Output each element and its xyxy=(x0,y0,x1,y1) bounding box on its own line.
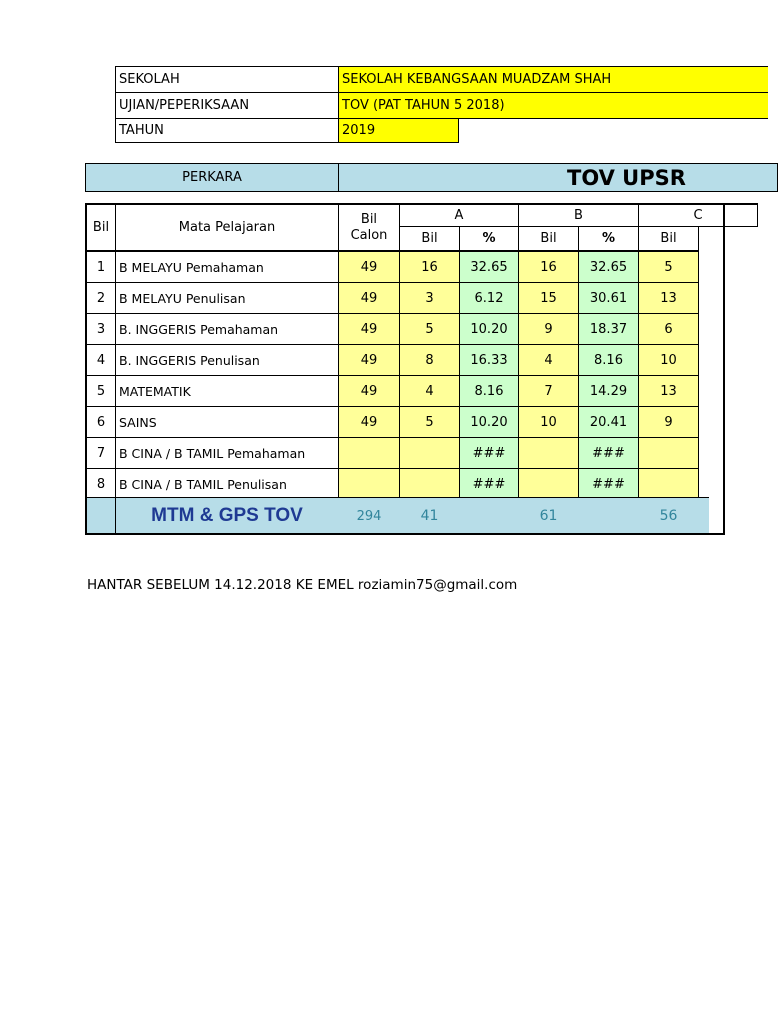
row-b-bil: 9 xyxy=(518,313,579,345)
row-calon: 49 xyxy=(338,344,400,376)
row-a-bil xyxy=(399,468,460,500)
row-b-pct: 18.37 xyxy=(578,313,639,345)
row-calon: 49 xyxy=(338,406,400,438)
row-a-pct: 32.65 xyxy=(459,251,519,283)
sekolah-label: SEKOLAH xyxy=(115,66,339,93)
row-b-pct: 30.61 xyxy=(578,282,639,314)
row-c-bil: 13 xyxy=(638,375,699,407)
row-calon: 49 xyxy=(338,313,400,345)
row-subject: B. INGGERIS Penulisan xyxy=(115,344,339,376)
row-c-bil: 10 xyxy=(638,344,699,376)
tahun-label: TAHUN xyxy=(115,118,339,143)
header-bil: Bil xyxy=(85,203,116,251)
ujian-value: TOV (PAT TAHUN 5 2018) xyxy=(338,92,768,119)
row-a-pct: 8.16 xyxy=(459,375,519,407)
header-b-bil: Bil xyxy=(518,226,579,251)
row-subject: B CINA / B TAMIL Penulisan xyxy=(115,468,339,500)
row-calon xyxy=(338,437,400,469)
perkara-label: PERKARA xyxy=(85,163,339,192)
row-subject: B. INGGERIS Pemahaman xyxy=(115,313,339,345)
row-number: 8 xyxy=(85,468,116,500)
row-b-pct: 14.29 xyxy=(578,375,639,407)
header-a-bil: Bil xyxy=(399,226,460,251)
row-number: 5 xyxy=(85,375,116,407)
row-c-bil xyxy=(638,437,699,469)
row-calon: 49 xyxy=(338,251,400,283)
row-calon: 49 xyxy=(338,282,400,314)
row-a-pct: ### xyxy=(459,437,519,469)
row-subject: B MELAYU Pemahaman xyxy=(115,251,339,283)
row-c-bil: 9 xyxy=(638,406,699,438)
header-grade-b: B xyxy=(518,203,639,227)
row-number: 1 xyxy=(85,251,116,283)
row-b-bil xyxy=(518,468,579,500)
row-a-pct: ### xyxy=(459,468,519,500)
row-a-bil: 16 xyxy=(399,251,460,283)
footer-b-bil: 61 xyxy=(539,508,558,524)
row-a-bil: 5 xyxy=(399,406,460,438)
row-b-bil: 4 xyxy=(518,344,579,376)
row-subject: MATEMATIK xyxy=(115,375,339,407)
footer-blank xyxy=(85,497,116,535)
row-c-bil xyxy=(638,468,699,500)
header-mata-pelajaran: Mata Pelajaran xyxy=(115,203,339,251)
row-a-pct: 16.33 xyxy=(459,344,519,376)
header-grade-c: C xyxy=(638,203,758,227)
row-subject: SAINS xyxy=(115,406,339,438)
footer-a-bil: 41 xyxy=(420,508,439,524)
row-b-pct: 8.16 xyxy=(578,344,639,376)
row-b-pct: 32.65 xyxy=(578,251,639,283)
row-b-bil xyxy=(518,437,579,469)
row-b-bil: 16 xyxy=(518,251,579,283)
ujian-label: UJIAN/PEPERIKSAAN xyxy=(115,92,339,119)
header-c-bil: Bil xyxy=(638,226,699,251)
row-a-pct: 10.20 xyxy=(459,406,519,438)
row-c-bil: 6 xyxy=(638,313,699,345)
row-b-bil: 7 xyxy=(518,375,579,407)
header-grade-a: A xyxy=(399,203,519,227)
row-c-bil: 13 xyxy=(638,282,699,314)
row-a-bil: 3 xyxy=(399,282,460,314)
sekolah-value: SEKOLAH KEBANGSAAN MUADZAM SHAH xyxy=(338,66,768,93)
row-a-bil xyxy=(399,437,460,469)
row-a-bil: 4 xyxy=(399,375,460,407)
row-b-pct: ### xyxy=(578,468,639,500)
row-b-bil: 10 xyxy=(518,406,579,438)
row-a-pct: 6.12 xyxy=(459,282,519,314)
row-b-bil: 15 xyxy=(518,282,579,314)
row-number: 3 xyxy=(85,313,116,345)
row-a-bil: 5 xyxy=(399,313,460,345)
header-b-pct: % xyxy=(578,226,639,251)
row-a-bil: 8 xyxy=(399,344,460,376)
header-bil-calon: Bil Calon xyxy=(338,203,400,251)
row-number: 4 xyxy=(85,344,116,376)
row-subject: B CINA / B TAMIL Pemahaman xyxy=(115,437,339,469)
footer-label: MTM & GPS TOV xyxy=(151,505,303,526)
header-a-pct: % xyxy=(459,226,519,251)
row-c-bil: 5 xyxy=(638,251,699,283)
footer-calon: 294 xyxy=(356,508,382,524)
row-calon: 49 xyxy=(338,375,400,407)
banner-title: TOV UPSR xyxy=(338,163,778,192)
row-number: 7 xyxy=(85,437,116,469)
row-a-pct: 10.20 xyxy=(459,313,519,345)
row-number: 2 xyxy=(85,282,116,314)
row-b-pct: ### xyxy=(578,437,639,469)
row-calon xyxy=(338,468,400,500)
row-b-pct: 20.41 xyxy=(578,406,639,438)
submission-note: HANTAR SEBELUM 14.12.2018 KE EMEL roziamin75@gmail.com xyxy=(87,577,518,593)
tahun-value: 2019 xyxy=(338,118,459,143)
footer-c-bil: 56 xyxy=(659,508,678,524)
row-number: 6 xyxy=(85,406,116,438)
row-subject: B MELAYU Penulisan xyxy=(115,282,339,314)
